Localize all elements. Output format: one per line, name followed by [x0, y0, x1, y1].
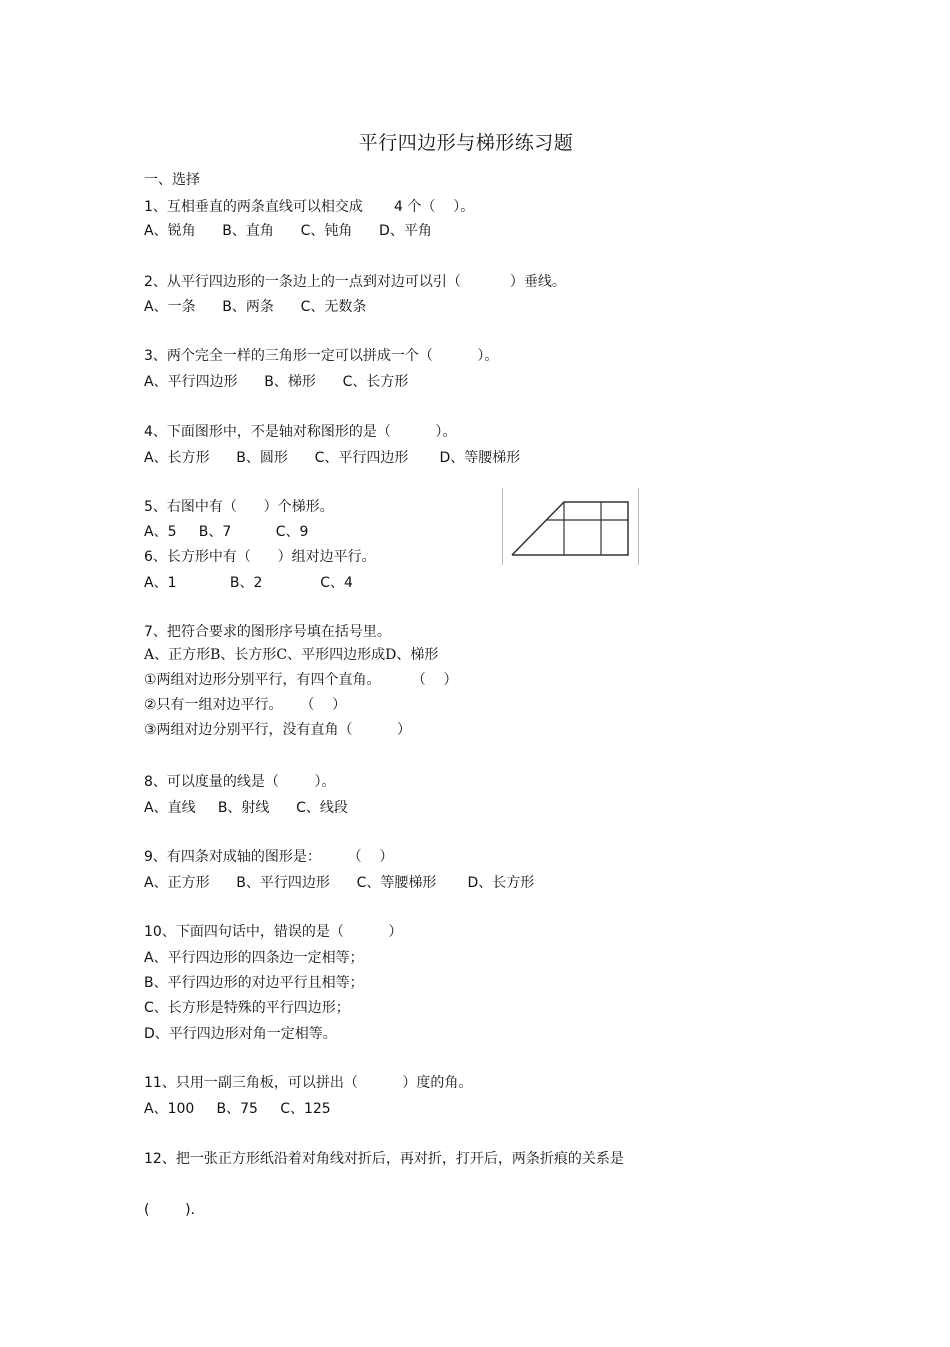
question-7: 7、把符合要求的图形序号填在括号里。	[144, 624, 391, 640]
question-7-item-2: ②只有一组对边平行。 （ ）	[144, 697, 347, 713]
question-2: 2、从平行四边形的一条边上的一点到对边可以引（ ）垂线。	[144, 274, 566, 290]
question-7-item-1: ①两组对边形分别平行，有四个直角。 （ ）	[144, 672, 458, 688]
question-5-options: A、5 B、7 C、9	[144, 524, 309, 540]
question-7-item-3: ③两组对边分别平行，没有直角（ ）	[144, 722, 412, 738]
question-5: 5、右图中有（ ）个梯形。	[144, 499, 334, 515]
trapezoid-grid-figure	[502, 488, 639, 565]
question-10-option-c: C、长方形是特殊的平行四边形；	[144, 1000, 350, 1016]
question-3: 3、两个完全一样的三角形一定可以拼成一个（ ）。	[144, 348, 499, 364]
question-8-options: A、直线 B、射线 C、线段	[144, 800, 348, 816]
question-1: 1、互相垂直的两条直线可以相交成 4 个（ ）。	[144, 199, 475, 215]
question-7-key: A、正方形B、长方形C、平形四边形成D、梯形	[144, 647, 439, 663]
section-heading: 一、选择	[144, 172, 200, 188]
question-1-options: A、锐角 B、直角 C、钝角 D、平角	[144, 223, 432, 239]
question-11-options: A、100 B、75 C、125	[144, 1101, 331, 1117]
question-3-options: A、平行四边形 B、梯形 C、长方形	[144, 374, 409, 390]
question-9-options: A、正方形 B、平行四边形 C、等腰梯形 D、长方形	[144, 875, 535, 891]
question-2-options: A、一条 B、两条 C、无数条	[144, 299, 367, 315]
question-10-option-b: B、平行四边形的对边平行且相等；	[144, 975, 364, 991]
question-11: 11、只用一副三角板，可以拼出（ ）度的角。	[144, 1075, 473, 1091]
question-10-option-a: A、平行四边形的四条边一定相等；	[144, 950, 364, 966]
question-9: 9、有四条对成轴的图形是： （ ）	[144, 849, 394, 865]
question-10: 10、下面四句话中，错误的是（ ）	[144, 924, 403, 940]
question-10-option-d: D、平行四边形对角一定相等。	[144, 1026, 337, 1042]
question-4-options: A、长方形 B、圆形 C、平行四边形 D、等腰梯形	[144, 450, 521, 466]
question-8: 8、可以度量的线是（ ）。	[144, 774, 336, 790]
question-4: 4、下面图形中，不是轴对称图形的是（ ）。	[144, 424, 457, 440]
page-title: 平行四边形与梯形练习题	[358, 132, 574, 154]
question-6-options: A、1 B、2 C、4	[144, 575, 353, 591]
trapezoid-outline	[512, 502, 628, 555]
question-12-answer-blank: ( ).	[144, 1202, 195, 1218]
question-6: 6、长方形中有（ ）组对边平行。	[144, 549, 376, 565]
question-12: 12、把一张正方形纸沿着对角线对折后，再对折，打开后，两条折痕的关系是	[144, 1151, 624, 1167]
